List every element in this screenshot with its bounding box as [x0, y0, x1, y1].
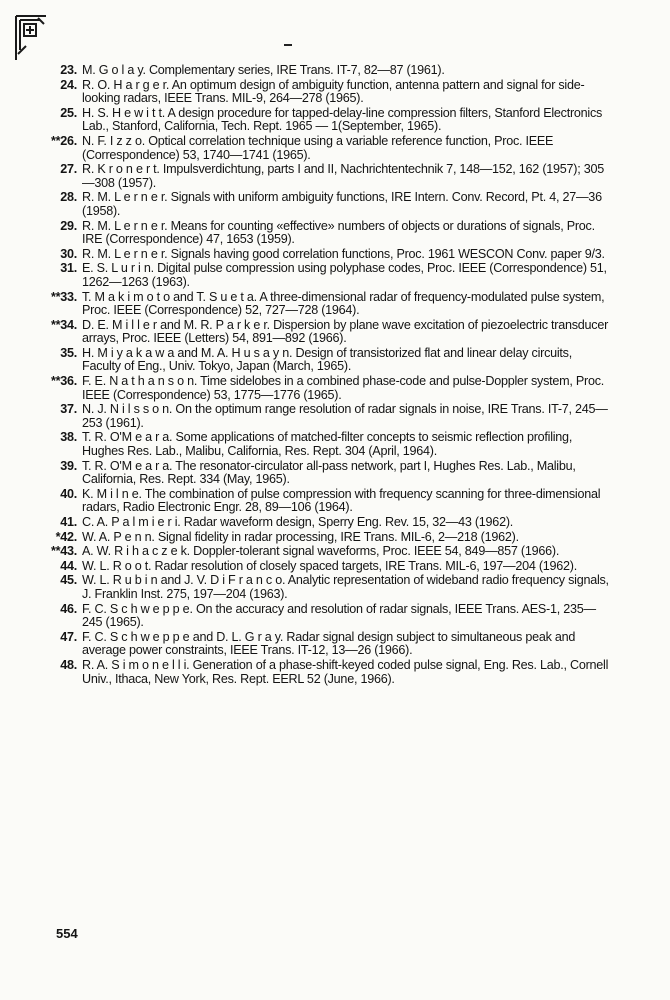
reference-number: 38. [60, 430, 77, 445]
reference-text: H. S. H e w i t t. A design procedure for tapped-delay-line compression filters, Stanford Electronics Lab., Stanford, California, Tech. Rept. 1965 — 1(September, 1965). [82, 105, 603, 134]
reference-text: T. R. O'M e a r a. The resonator-circulator all-pass network, part I, Hughes Res. Lab., Malibu, California, Res. Rept. 334 (May, 1965). [82, 458, 576, 487]
reference-text: D. E. M i l l e r and M. R. P a r k e r. Dispersion by plane wave excitation of piezoelectric transducer arrays, Proc. IEEE (Letters) 54, 891—892 (1966). [82, 317, 609, 346]
reference-item [40, 603, 610, 630]
reference-item [40, 191, 610, 218]
reference-item [40, 488, 610, 515]
reference-number: 37. [60, 402, 77, 417]
reference-item [40, 560, 610, 574]
reference-text: N. F. I z z o. Optical correlation technique using a variable reference function, Proc. IEEE (Correspondence) 53, 1740—1741 (1965). [82, 133, 554, 162]
reference-text: F. C. S c h w e p p e and D. L. G r a y. Radar signal design subject to simultaneous peak and average power constraints, IEEE Trans. IT-12, 13—26 (1966). [82, 629, 576, 658]
reference-item [40, 531, 610, 545]
reference-number: 48. [60, 657, 77, 672]
reference-item [40, 262, 610, 289]
reference-item [40, 659, 610, 686]
reference-text: E. S. L u r i n. Digital pulse compression using polyphase codes, Proc. IEEE (Correspondence) 51, 1262—1263 (1963). [82, 261, 607, 289]
reference-number: 29. [60, 218, 77, 233]
reference-number: 35. [60, 345, 77, 360]
reference-text: F. C. S c h w e p p e. On the accuracy and resolution of radar signals, IEEE Trans. AES-1, 235—245 (1965). [82, 601, 596, 630]
reference-number: *42. [55, 529, 77, 544]
reference-item [40, 163, 610, 190]
reference-number: **33. [50, 289, 77, 304]
reference-text: T. M a k i m o t o and T. S u e t a. A three-dimensional radar of frequency-modulated pulse system, Proc. IEEE (Correspondence) 52, 727—728 (1964). [82, 289, 605, 318]
reference-item [40, 403, 610, 430]
reference-text: R. O. H a r g e r. An optimum design of ambiguity function, antenna pattern and signal for side-looking radars, IEEE Trans. MIL-9, 264—278 (1965). [82, 77, 585, 106]
reference-text: K. M i l n e. The combination of pulse compression with frequency scanning for three-dimensional radars, Radio Electronic Engr. 28, 89—106 (1964). [82, 486, 601, 515]
reference-item [40, 631, 610, 658]
reference-number: 45. [60, 573, 77, 588]
reference-list [40, 64, 610, 687]
reference-text: W. L. R u b i n and J. V. D i F r a n c o. Analytic representation of wideband radio frequency signals, J. Franklin Inst. 275, 197—204 (1963). [82, 573, 609, 601]
reference-number: **36. [50, 374, 77, 389]
page-number: 554 [56, 926, 78, 941]
reference-number: 23. [60, 63, 77, 77]
reference-number: 28. [60, 190, 77, 205]
reference-number: 24. [60, 77, 77, 92]
header-dash [284, 44, 292, 46]
reference-text: R. M. L e r n e r. Means for counting «effective» numbers of objects or durations of signals, Proc. IRE (Correspondence) 47, 1653 (1959). [82, 218, 595, 247]
reference-text: W. A. P e n n. Signal fidelity in radar processing, IRE Trans. MIL-6, 2—218 (1962). [82, 529, 519, 544]
reference-item [40, 574, 610, 601]
reference-number: 47. [60, 629, 77, 644]
reference-text: C. A. P a l m i e r i. Radar waveform design, Sperry Eng. Rev. 15, 32—43 (1962). [82, 515, 514, 529]
reference-text: R. M. L e r n e r. Signals having good correlation functions, Proc. 1961 WESCON Conv. paper 9/3. [82, 246, 605, 261]
reference-number: **43. [50, 544, 77, 559]
reference-item [40, 516, 610, 530]
reference-number: 31. [60, 261, 77, 276]
reference-item [40, 545, 610, 559]
reference-text: F. E. N a t h a n s o n. Time sidelobes in a combined phase-code and pulse-Doppler system, Proc. IEEE (Correspondence) 53, 1775—1776 (1965). [82, 374, 605, 402]
reference-text: R. M. L e r n e r. Signals with uniform ambiguity functions, IRE Intern. Conv. Record, Pt. 4, 27—36 (1958). [82, 190, 602, 218]
reference-number: 41. [60, 515, 77, 529]
reference-text: N. J. N i l s s o n. On the optimum range resolution of radar signals in noise, IRE Trans. IT-7, 245—253 (1961). [82, 402, 608, 430]
reference-number: **26. [50, 133, 77, 148]
reference-text: H. M i y a k a w a and M. A. H u s a y n. Design of transistorized flat and linear delay circuits, Faculty of Eng., Univ. Tokyo, Japan (March, 1965). [82, 345, 572, 374]
reference-item [40, 460, 610, 487]
reference-number: **34. [50, 317, 77, 332]
reference-item [40, 220, 610, 247]
reference-text: T. R. O'M e a r a. Some applications of matched-filter concepts to seismic reflection profiling, Hughes Res. Lab., Malibu, California, Res. Rept. 304 (April, 1964). [82, 430, 573, 459]
reference-item [40, 135, 610, 162]
reference-number: 44. [60, 558, 77, 573]
reference-text: R. K r o n e r t. Impulsverdichtung, parts I and II, Nachrichtentechnik 7, 148—152, 162 (1957); 305—308 (1957). [82, 162, 604, 190]
reference-text: M. G o l a y. Complementary series, IRE Trans. IT-7, 82—87 (1961). [82, 63, 445, 77]
reference-number: 25. [60, 105, 77, 120]
reference-number: 40. [60, 486, 77, 501]
reference-item [40, 79, 610, 106]
reference-item [40, 64, 610, 78]
reference-item [40, 248, 610, 262]
corner-ornament-icon [14, 14, 48, 62]
reference-item [40, 431, 610, 458]
reference-item [40, 319, 610, 346]
reference-number: 39. [60, 458, 77, 473]
reference-number: 27. [60, 162, 77, 177]
reference-number: 30. [60, 246, 77, 261]
reference-item [40, 347, 610, 374]
reference-text: W. L. R o o t. Radar resolution of closely spaced targets, IRE Trans. MIL-6, 197—204 (1962). [82, 558, 577, 573]
reference-item [40, 291, 610, 318]
reference-item [40, 107, 610, 134]
reference-number: 46. [60, 601, 77, 616]
reference-item [40, 375, 610, 402]
reference-text: A. W. R i h a c z e k. Doppler-tolerant signal waveforms, Proc. IEEE 54, 849—857 (1966). [82, 544, 560, 559]
reference-text: R. A. S i m o n e l l i. Generation of a phase-shift-keyed coded pulse signal, Eng. Res. Lab., Cornell Univ., Ithaca, New York, Res. Rept. EERL 52 (June, 1966). [82, 657, 609, 686]
